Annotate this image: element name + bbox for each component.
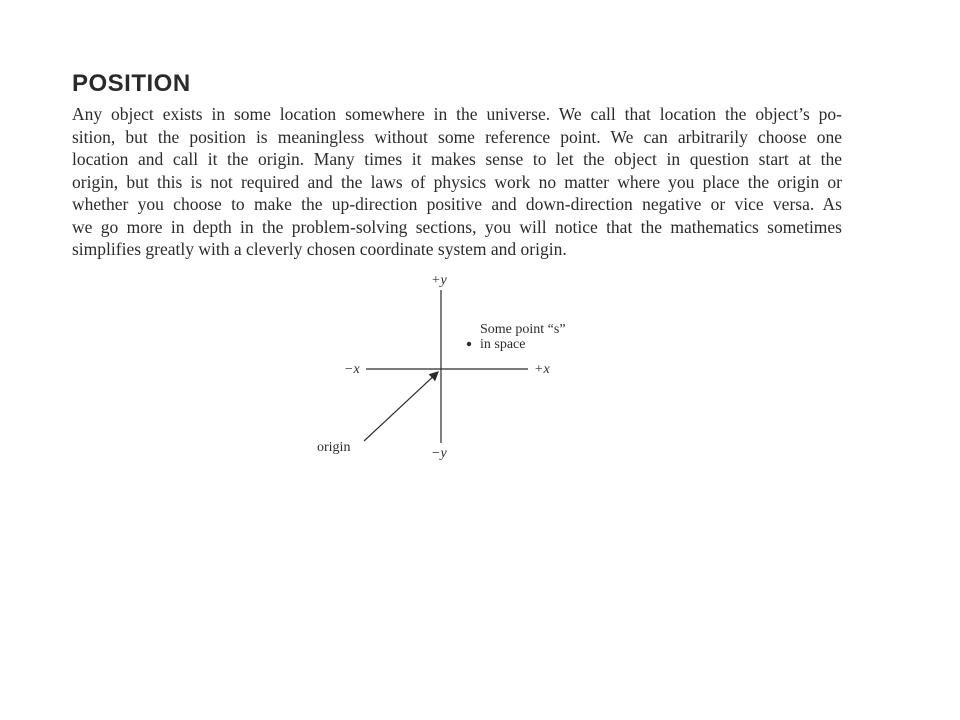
neg-x-label: −x [344,362,360,377]
neg-y-label: −y [431,446,447,461]
point-label-line2: in space [480,337,526,352]
point-label-line1: Some point “s” [480,322,566,337]
paragraph-line: whether you choose to make the up-direction positive and down-direction negative or vice versa. As [72,194,842,214]
point-s-dot [467,342,471,346]
pos-y-label: +y [431,273,447,288]
paragraph-line: location and call it the origin. Many times it makes sense to let the object in question start at the [72,149,842,169]
pos-x-label: +x [534,362,550,377]
paragraph-line: simplifies greatly with a cleverly chosen coordinate system and origin. [72,239,567,259]
paragraph-line: we go more in depth in the problem-solving sections, you will notice that the mathematics sometimes [72,216,842,237]
coordinate-axes-diagram [300,265,600,465]
paragraph-line: Any object exists in some location somewhere in the universe. We call that location the object’s po- [72,104,842,124]
paragraph-line: origin, but this is not required and the laws of physics work no matter where you place the origin or [72,171,842,192]
origin-arrow [364,372,438,441]
body-paragraph [72,103,842,261]
origin-label: origin [317,440,351,455]
section-heading: POSITION [72,70,191,97]
paragraph-line: sition, but the position is meaningless without some reference point. We can arbitrarily choose one [72,126,842,147]
